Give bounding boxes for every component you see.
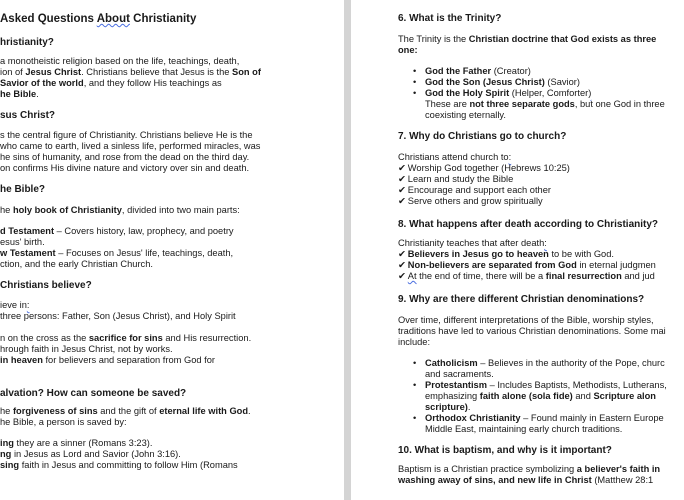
question-6-heading: 6. What is the Trinity? <box>398 13 502 24</box>
answer-line: he forgiveness of sins and the gift of eternal life with God. <box>0 406 251 416</box>
church-reason-item: ✔ Learn and study the Bible <box>398 174 513 185</box>
page-gap <box>344 0 351 500</box>
church-reason-item: ✔ Encourage and support each other <box>398 185 551 196</box>
answer-line: Christianity teaches that after death: <box>398 238 547 248</box>
question-8-heading: 8. What happens after death according to Christianity? <box>398 219 659 230</box>
denomination-item: • Protestantism – Includes Baptists, Methodists, Lutherans, <box>425 380 667 391</box>
answer-line: who came to earth, lived a sinless life, performed miracles, was <box>0 141 261 151</box>
question-1-heading: hristianity? <box>0 37 54 48</box>
list-line: hrough faith in Jesus Christ, not by works. <box>0 344 173 354</box>
answer-line: s the central figure of Christianity. Christians believe He is the <box>0 130 253 140</box>
answer-line: on confirms His divine nature and victory over sin and death. <box>0 163 250 173</box>
trinity-item: • God the Father (Creator) <box>425 66 531 77</box>
answer-line: he sins of humanity, and rose from the dead on the third day. <box>0 152 250 162</box>
trinity-item: • God the Holy Spirit (Helper, Comforter) <box>425 88 591 99</box>
answer-line: These are not three separate gods, but one God in three <box>425 99 665 109</box>
list-line: ing they are a sinner (Romans 3:23). <box>0 438 153 448</box>
denomination-item-cont: scripture). <box>425 402 471 412</box>
afterlife-item: ✔ Non-believers are separated from God in eternal judgmen <box>398 260 656 271</box>
list-line: sing faith in Jesus and committing to follow Him (Romans <box>0 460 238 470</box>
answer-line: he holy book of Christianity, divided into two main parts: <box>0 205 240 215</box>
list-line: three persons: Father, Son (Jesus Christ), and Holy Spirit <box>0 311 236 321</box>
title-part: Christianity <box>129 13 197 25</box>
afterlife-item: ✔ At the end of time, there will be a final resurrection and jud <box>398 271 655 282</box>
answer-line: a monotheistic religion based on the life, teachings, death, <box>0 56 240 66</box>
question-4-heading: Christians believe? <box>0 280 92 291</box>
question-10-heading: 10. What is baptism, and why is it important? <box>398 445 612 456</box>
list-line: w Testament – Focuses on Jesus' life, teachings, death, <box>0 248 234 258</box>
answer-line: Baptism is a Christian practice symbolizing a believer's faith in <box>398 464 661 474</box>
list-line: ng in Jesus as Lord and Savior (John 3:16). <box>0 449 181 459</box>
document-page-right <box>351 0 684 500</box>
list-line: n on the cross as the sacrifice for sins and His resurrection. <box>0 333 252 343</box>
answer-line: he Bible, a person is saved by: <box>0 417 127 427</box>
church-reason-item: ✔ Worship God together (Hebrews 10:25) <box>398 163 570 174</box>
question-7-heading: 7. Why do Christians go to church? <box>398 131 567 142</box>
answer-line: washing away of sins, and new life in Christ (Matthew 28:1 <box>398 475 654 485</box>
church-reason-item: ✔ Serve others and grow spiritually <box>398 196 543 207</box>
list-line: esus' birth. <box>0 237 45 247</box>
list-line: ction, and the early Christian Church. <box>0 259 153 269</box>
afterlife-item: ✔ Believers in Jesus go to heaven to be with God. <box>398 249 614 260</box>
question-3-heading: he Bible? <box>0 184 46 195</box>
answer-line: Savior of the world, and they follow His teachings as <box>0 78 222 88</box>
answer-line: include: <box>398 337 431 347</box>
list-line: in heaven for believers and separation from God for <box>0 355 215 365</box>
question-2-heading: sus Christ? <box>0 110 56 121</box>
denomination-item-cont: Middle East, maintaining early church traditions. <box>425 424 623 434</box>
denomination-item: • Orthodox Christianity – Found mainly in Eastern Europe <box>425 413 664 424</box>
title-part: Asked Questions <box>0 13 97 25</box>
answer-line: The Trinity is the Christian doctrine that God exists as three <box>398 34 657 44</box>
answer-line: Christians attend church to: <box>398 152 512 162</box>
denomination-item-cont: and sacraments. <box>425 369 494 379</box>
answer-line: coexisting eternally. <box>425 110 506 120</box>
answer-line: Over time, different interpretations of the Bible, worship styles, <box>398 315 654 325</box>
trinity-item: • God the Son (Jesus Christ) (Savior) <box>425 77 580 88</box>
title-part-misspelled: About <box>96 13 130 25</box>
answer-line: ieve in: <box>0 300 30 310</box>
denomination-item-cont: emphasizing faith alone (sola fide) and Scripture alon <box>425 391 656 401</box>
question-5-heading: alvation? How can someone be saved? <box>0 388 187 399</box>
answer-line: he Bible. <box>0 89 39 99</box>
answer-line: ion of Jesus Christ. Christians believe that Jesus is the Son of <box>0 67 261 77</box>
question-9-heading: 9. Why are there different Christian denominations? <box>398 294 645 305</box>
list-line: d Testament – Covers history, law, prophecy, and poetry <box>0 226 234 236</box>
answer-line: traditions have led to various Christian denominations. Some mai <box>398 326 666 336</box>
denomination-item: • Catholicism – Believes in the authority of the Pope, churc <box>425 358 665 369</box>
document-title <box>0 13 196 25</box>
answer-line: one: <box>398 45 418 55</box>
